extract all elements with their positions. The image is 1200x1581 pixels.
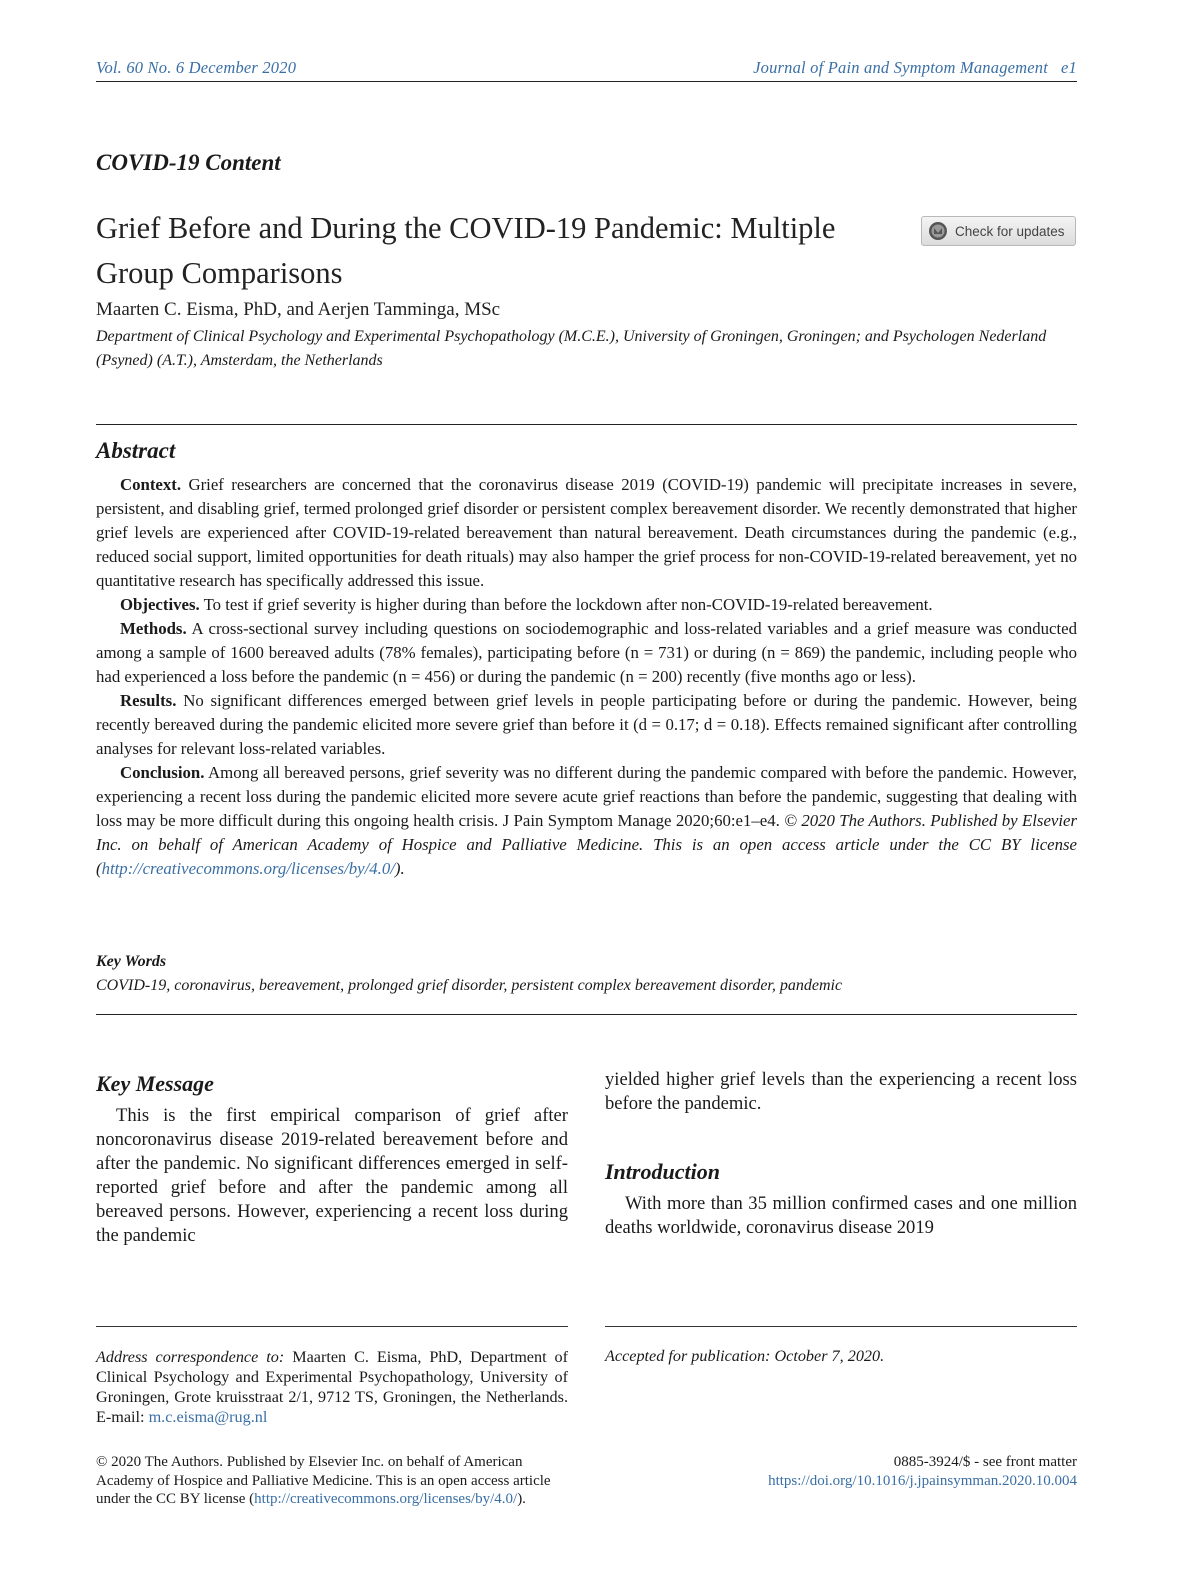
abstract-methods: Methods. A cross-sectional survey including questions on sociodemographic and loss-related variables and a grief measure was conducted among a sample of 1600 bereaved adults (78% females), participating before (n = 731) or during (n = 869) the pandemic, including people who had experienced a loss before the pandemic (n = 456) or during the pandemic (n = 200) recently (five months ago or less).	[96, 619, 1077, 686]
key-message-column	[96, 1072, 568, 1248]
license-link[interactable]: http://creativecommons.org/licenses/by/4.0/	[101, 859, 395, 878]
check-for-updates-button[interactable]	[921, 216, 1076, 246]
abstract-top-rule	[96, 424, 1077, 425]
article-title: Grief Before and During the COVID-19 Pandemic: Multiple Group Comparisons	[96, 211, 836, 290]
introduction-text: With more than 35 million confirmed cases and one million deaths worldwide, coronavirus disease 2019	[605, 1193, 1077, 1238]
issn-doi	[657, 1453, 1077, 1490]
abstract-objectives: Objectives. To test if grief severity is higher during than before the lockdown after non-COVID-19-related bereavement.	[120, 595, 933, 614]
email-link[interactable]: m.c.eisma@rug.nl	[148, 1408, 268, 1426]
abstract-heading: Abstract	[96, 438, 176, 463]
abstract-results: Results. No significant differences emerged between grief levels in people participating before or during the pandemic. However, being recently bereaved during the pandemic elicited more severe grief than before it (d = 0.17; d = 0.18). Effects remained significant after controlling analyses for relevant loss-related variables.	[96, 691, 1077, 758]
journal-name-page: Journal of Pain and Symptom Management e1	[753, 58, 1077, 77]
copyright-license-link[interactable]: http://creativecommons.org/licenses/by/4.0/	[254, 1491, 518, 1507]
abstract-bottom-rule	[96, 1014, 1077, 1015]
correspondence-label: Address correspondence to:	[96, 1348, 285, 1366]
key-message-text: This is the first empirical comparison of grief after noncoronavirus disease 2019-related bereavement before and after the pandemic. No significant differences emerged in self-reported grief before and after the pandemic among all bereaved persons. However, experiencing a recent loss during the pandemic	[96, 1105, 568, 1246]
doi-link[interactable]: https://doi.org/10.1016/j.jpainsymman.2020.10.004	[768, 1472, 1077, 1489]
abstract-body	[96, 473, 1077, 881]
introduction-heading: Introduction	[605, 1159, 720, 1184]
abstract-context: Context. Grief researchers are concerned that the coronavirus disease 2019 (COVID-19) pandemic will precipitate increases in severe, persistent, and disabling grief, termed prolonged grief disorder or persistent complex bereavement disorder. We recently demonstrated that higher grief levels are experienced after COVID-19-related bereavement than natural bereavement. Death circumstances during the pandemic (e.g., reduced social support, limited opportunities for death rituals) may also hamper the grief process for non-COVID-19-related bereavement, yet no quantitative research has specifically addressed this issue.	[96, 475, 1078, 590]
journal-volume: Vol. 60 No. 6 December 2020	[96, 58, 297, 77]
footnote-rule-left	[96, 1326, 568, 1327]
accepted-date: Accepted for publication: October 7, 2020.	[605, 1347, 885, 1365]
authors: Maarten C. Eisma, PhD, and Aerjen Tamminga, MSc	[96, 299, 501, 320]
footnote-rule-right	[605, 1326, 1077, 1327]
check-updates-label: Check for updates	[955, 223, 1065, 239]
citation: J Pain Symptom Manage 2020;60:e1–e4.	[502, 811, 780, 830]
copyright: © 2020 The Authors. Published by Elsevier Inc. on behalf of American Academy of Hospice and Palliative Medicine. This is an open access article under the CC BY license (http://creativecommons.org/licenses/by/4.0/).	[96, 1454, 551, 1507]
correspondence-text: Maarten C. Eisma, PhD, Department of Clinical Psychology and Experimental Psychopathology, University of Groningen, Grote kruisstraat 2/1, 9712 TS, Groningen, the Netherlands. E-mail:	[96, 1348, 569, 1426]
right-column	[605, 1068, 1077, 1240]
key-message-heading: Key Message	[96, 1071, 214, 1096]
section-label: COVID-19 Content	[96, 150, 281, 175]
abstract-conclusion: Conclusion. Among all bereaved persons, grief severity was no different during the pandemic compared with before the pandemic. However, experiencing a recent loss during the pandemic elicited more severe acute grief reactions than before the pandemic, suggesting that dealing with loss may be more difficult during this ongoing health crisis. J Pain Symptom Manage 2020;60:e1–e4. © 2020 The Authors. Published by Elsevier Inc. on behalf of American Academy of Hospice and Palliative Medicine. This is an open access article under the CC BY license (http://creativecommons.org/licenses/by/4.0/).	[96, 763, 1077, 878]
keywords: COVID-19, coronavirus, bereavement, prolonged grief disorder, persistent complex bereavement disorder, pandemic	[96, 977, 843, 994]
issn: 0885-3924/$ - see front matter	[893, 1454, 1077, 1470]
keywords-heading: Key Words	[96, 953, 167, 970]
key-message-continued: yielded higher grief levels than the experiencing a recent loss before the pandemic.	[605, 1069, 1077, 1114]
correspondence	[96, 1347, 568, 1427]
check-updates-icon	[928, 221, 948, 241]
header-rule	[96, 81, 1077, 82]
affiliation: Department of Clinical Psychology and Experimental Psychopathology (M.C.E.), University of Groningen, Groningen; and Psychologen Nederland (Psyned) (A.T.), Amsterdam, the Netherlands	[96, 328, 1047, 369]
license-text: © 2020 The Authors. Published by Elsevier Inc. on behalf of American Academy of Hospice and Palliative Medicine. This is an open access article under the CC BY license (	[96, 811, 1077, 878]
